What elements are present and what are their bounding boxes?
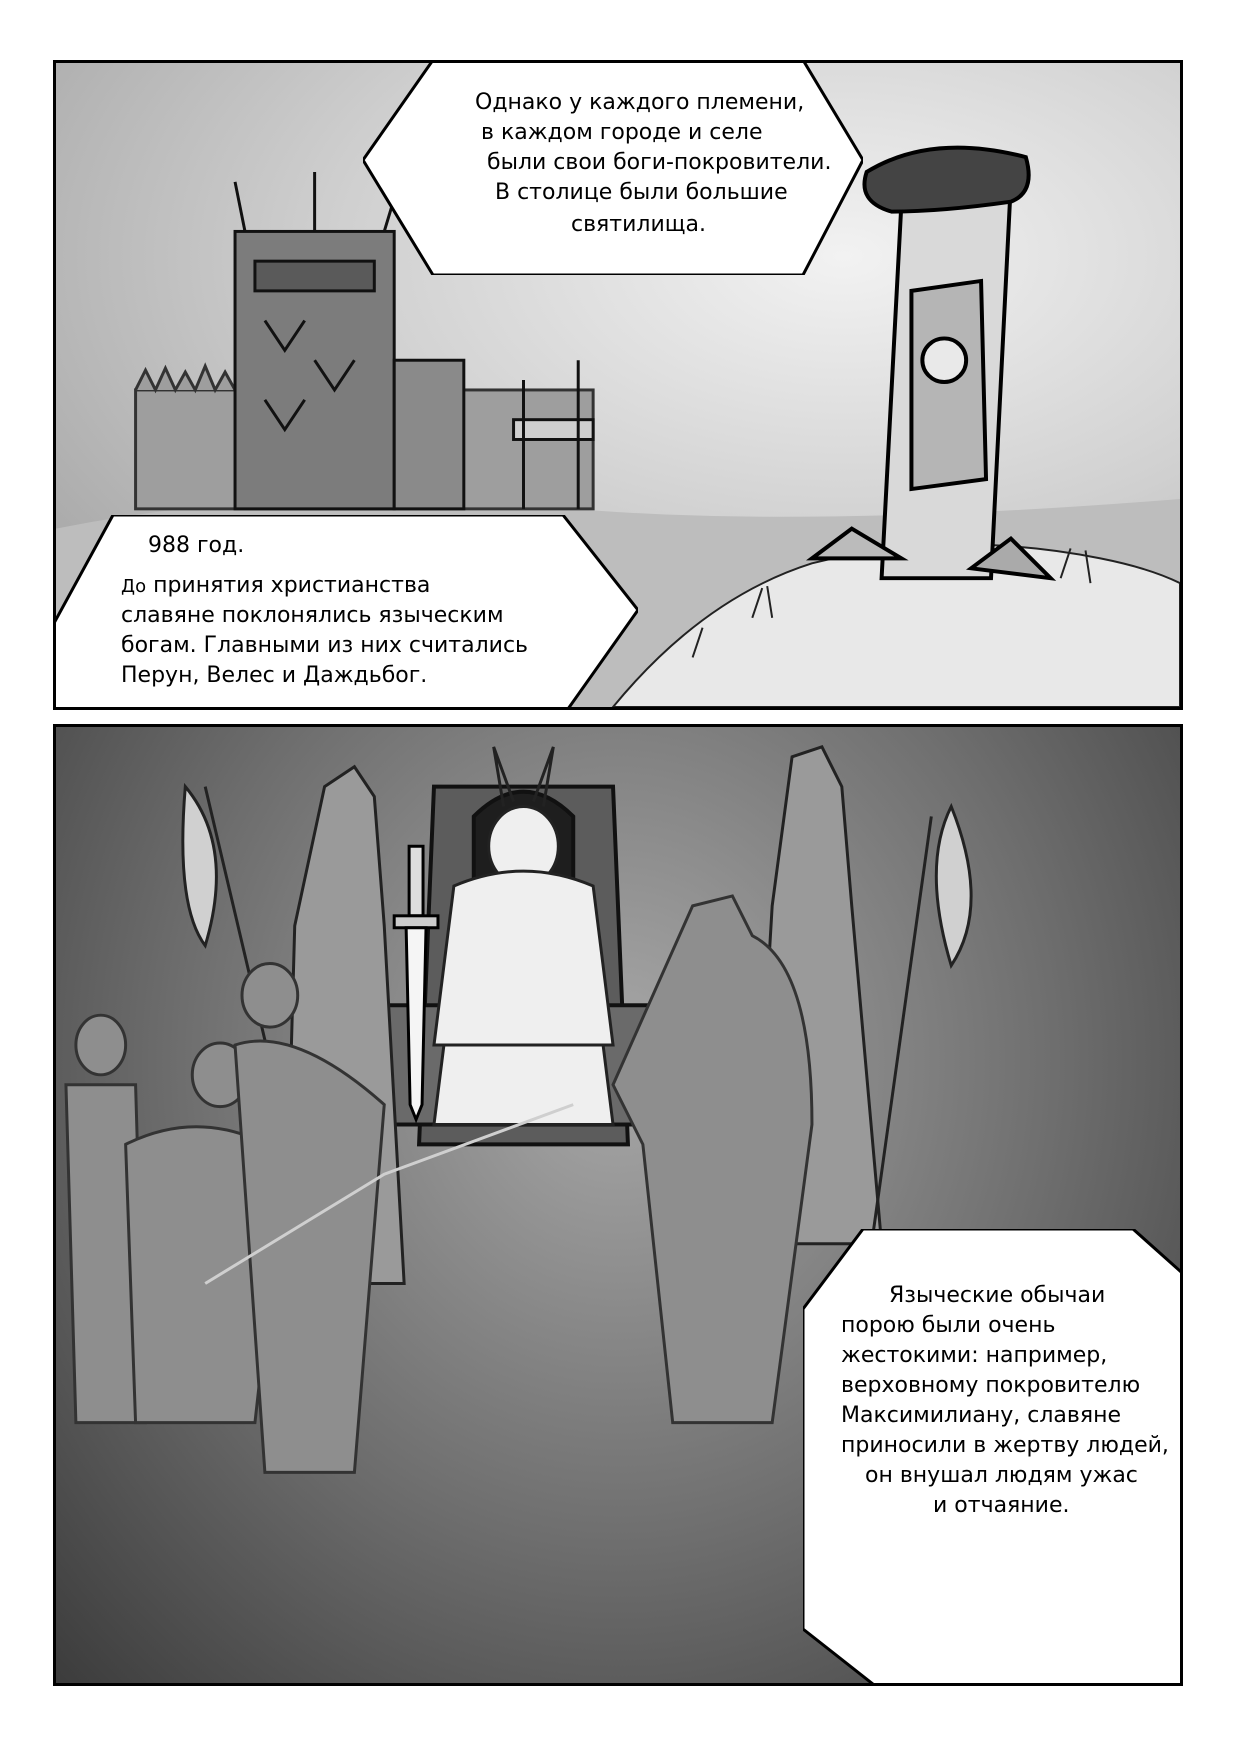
narration-line: он внушал людям ужас xyxy=(865,1463,1138,1488)
narration-line: Языческие обычаи xyxy=(889,1283,1106,1308)
narration-line: святилища. xyxy=(571,212,706,237)
narration-line: Однако у каждого племени, xyxy=(475,90,805,115)
panel-top xyxy=(53,60,1183,710)
narration-line: приносили в жертву людей, xyxy=(841,1433,1169,1458)
narration-prefix: До xyxy=(121,576,147,597)
narration-line-rest: принятия христианства xyxy=(146,573,431,598)
narration-line xyxy=(121,571,430,602)
narration-box-bottom xyxy=(803,1229,1183,1686)
year-label: 988 год. xyxy=(148,533,245,558)
narration-line: Максимилиану, славяне xyxy=(841,1403,1122,1428)
narration-line: Перун, Велес и Даждьбог. xyxy=(121,663,428,688)
narration-box-upper xyxy=(363,60,863,275)
narration-line: порою были очень xyxy=(841,1313,1056,1338)
narration-box-lower xyxy=(53,515,638,710)
narration-line: в каждом городе и селе xyxy=(481,120,763,145)
narration-line: славяне поклонялись языческим xyxy=(121,603,504,628)
panel-bottom xyxy=(53,724,1183,1686)
narration-line: В столице были большие xyxy=(495,180,788,205)
narration-line: жестокими: например, xyxy=(841,1343,1108,1368)
narration-line: богам. Главными из них считались xyxy=(121,633,529,658)
narration-line: и отчаяние. xyxy=(933,1493,1070,1518)
narration-line: были свои боги-покровители. xyxy=(487,150,832,175)
narration-line: верховному покровителю xyxy=(841,1373,1141,1398)
